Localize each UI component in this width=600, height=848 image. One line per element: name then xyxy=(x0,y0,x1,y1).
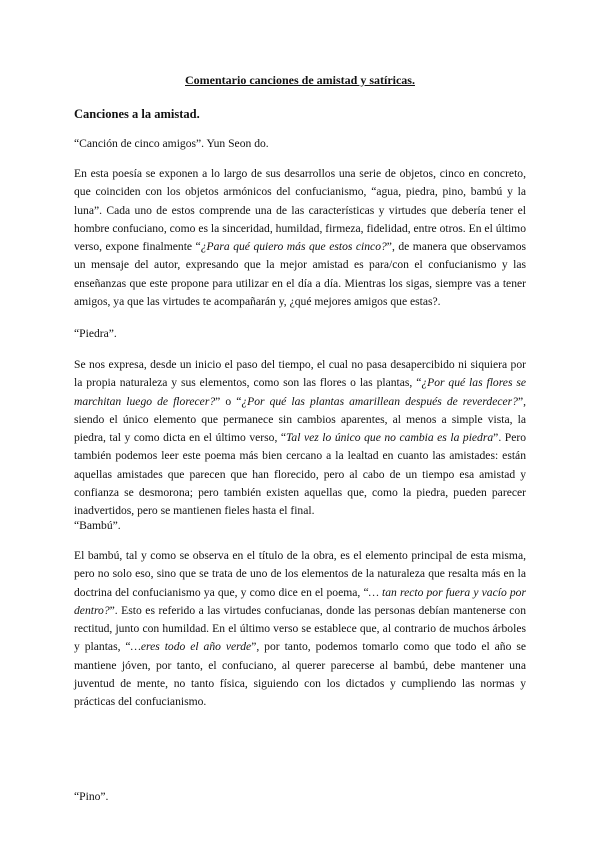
poem-intro: “Canción de cinco amigos”. Yun Seon do. xyxy=(74,137,269,150)
paragraph-text: Se nos expresa, desde un inicio el paso del tiempo, el cual no pasa desapercibido ni siquiera por la propia naturaleza y sus elementos, como son las flores o las plantas, “ xyxy=(74,358,526,390)
paragraph-text: ”, por tanto, podemos tomarlo como que todo el año se mantiene jóven, por tanto, el confuciano, al querer parecerse al bambú, debe mantener una juventud de mente, no tanto física, siguiendo con los dictados y cumpliendo las normas y prácticas del confucianismo. xyxy=(74,640,526,709)
paragraph-text: El bambú, tal y como se observa en el título de la obra, es el elemento principal de esta misma, pero no solo eso, sino que se trata de uno de los elementos de la naturaleza que resalta más en la doctrina del confucianismo ya que, y como dice en el poema, “ xyxy=(74,549,526,599)
document-title: Comentario canciones de amistad y satíricas. xyxy=(185,73,415,87)
heading-pino: “Pino”. xyxy=(74,790,109,803)
paragraph-text: ”. Pero también podemos leer este poema más bien cercano a la lealtad en cuanto las amistades: están aquellas amistades que parecen que han florecido, pero al cabo de un tiempo esa amistad y confianza se desmorona; pero también existen aquellas que, como la piedra, pueden parecer inadvertidos, pero se mantienen fieles hasta el final. xyxy=(74,431,526,518)
quote: ¿Por qué las flores se marchitan luego de florecer? xyxy=(74,376,526,408)
paragraph-text: ” o “ xyxy=(215,394,242,408)
section-heading: Canciones a la amistad. xyxy=(74,107,200,121)
quote: ¿Para qué quiero más que estos cinco? xyxy=(200,240,387,254)
paragraph-intro xyxy=(74,165,526,311)
quote: … tan recto por fuera y vacío por dentro? xyxy=(74,585,526,617)
paragraph-text: ”, de manera que observamos un mensaje del autor, expresando que la mejor amistad es para/con el confucianismo y las enseñanzas que este propone para utilizar en el día a día. Mientras los sigas, siempre vas a tener amigos, ya que las virtudes te acompañarán y, ¿qué mejores amigos que estas?. xyxy=(74,240,527,309)
paragraph-text: ”. Esto es referido a las virtudes confucianas, donde las personas debían mantenerse con rectitud, junto con humildad. En el último verso se establece que, al contrario de muchos árboles y plantas, “ xyxy=(74,603,526,654)
heading-piedra: “Piedra”. xyxy=(74,327,117,340)
paragraph-bambu xyxy=(74,547,526,712)
paragraph-text: ”, siendo el único elemento que permanece sin cambios aparentes, al menos a simple vista, la piedra, tal y como dicta en el último verso, “ xyxy=(74,394,526,445)
paragraph-piedra xyxy=(74,356,526,521)
quote: Tal vez lo único que no cambia es la piedra xyxy=(286,431,494,445)
quote: …eres todo el año verde xyxy=(130,640,252,654)
quote: ¿Por qué las plantas amarillean después de reverdecer? xyxy=(241,394,518,408)
paragraph-text: En esta poesía se exponen a lo largo de sus desarrollos una serie de objetos, cinco en concreto, que coinciden con los objetos armónicos del confucianismo, “agua, piedra, pino, bambú y la luna”. Cada uno de estos comprende una de las características y virtudes que debería tener el hombre confuciano, como es la sinceridad, humildad, firmeza, fidelidad, entre otros. En el último verso, expone finalmente “ xyxy=(74,167,526,254)
heading-bambu: “Bambú”. xyxy=(74,519,121,532)
